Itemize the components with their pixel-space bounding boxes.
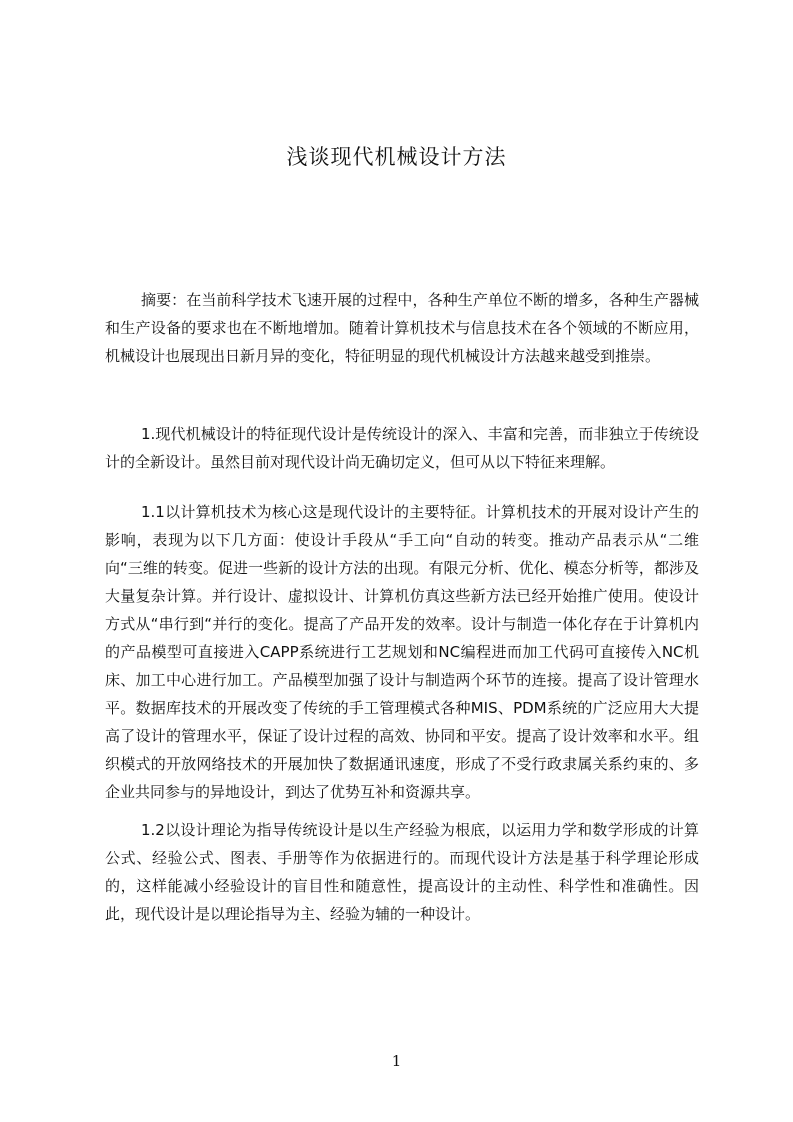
section-1-paragraph: 1.现代机械设计的特征现代设计是传统设计的深入、丰富和完善，而非独立于传统设计的全新设计。虽然目前对现代设计尚无确切定义，但可从以下特征来理解。 [105, 425, 699, 471]
abstract-paragraph: 摘要：在当前科学技术飞速开展的过程中，各种生产单位不断的增多，各种生产器械和生产设备的要求也在不断地增加。随着计算机技术与信息技术在各个领域的不断应用，机械设计也展现出日新月异的变化，特征明显的现代机械设计方法越来越受到推崇。 [105, 291, 699, 365]
document-title: 浅谈现代机械设计方法 [286, 145, 507, 169]
page-number: 1 [391, 1052, 402, 1070]
section-1-2-paragraph: 1.2以设计理论为指导传统设计是以生产经验为根底，以运用力学和数学形成的计算公式、经验公式、图表、手册等作为依据进行的。而现代设计方法是基于科学理论形成的，这样能减小经验设计的盲目性和随意性，提高设计的主动性、科学性和准确性。因此，现代设计是以理论指导为主、经验为辅的一种设计。 [105, 821, 699, 923]
section-1-1-paragraph: 1.1以计算机技术为核心这是现代设计的主要特征。计算机技术的开展对设计产生的影响，表现为以下几方面：使设计手段从“手工向“自动的转变。推动产品表示从“二维向“三维的转变。促进一些新的设计方法的出现。有限元分析、优化、模态分析等，都涉及大量复杂计算。并行设计、虚拟设计、计算机仿真这些新方法已经开始推广使用。使设计方式从“串行到“并行的变化。提高了产品开发的效率。设计与制造一体化存在于计算机内的产品模型可直接进入CAPP系统进行工艺规划和NC编程进而加工代码可直接传入NC机床、加工中心进行加工。产品模型加强了设计与制造两个环节的连接。提高了设计管理水平。数据库技术的开展改变了传统的手工管理模式各种MIS、PDM系统的广泛应用大大提高了设计的管理水平，保证了设计过程的高效、协同和平安。提高了设计效率和水平。组织模式的开放网络技术的开展加快了数据通讯速度，形成了不受行政隶属关系约束的、多企业共同参与的异地设计，到达了优势互补和资源共享。 [105, 503, 699, 801]
